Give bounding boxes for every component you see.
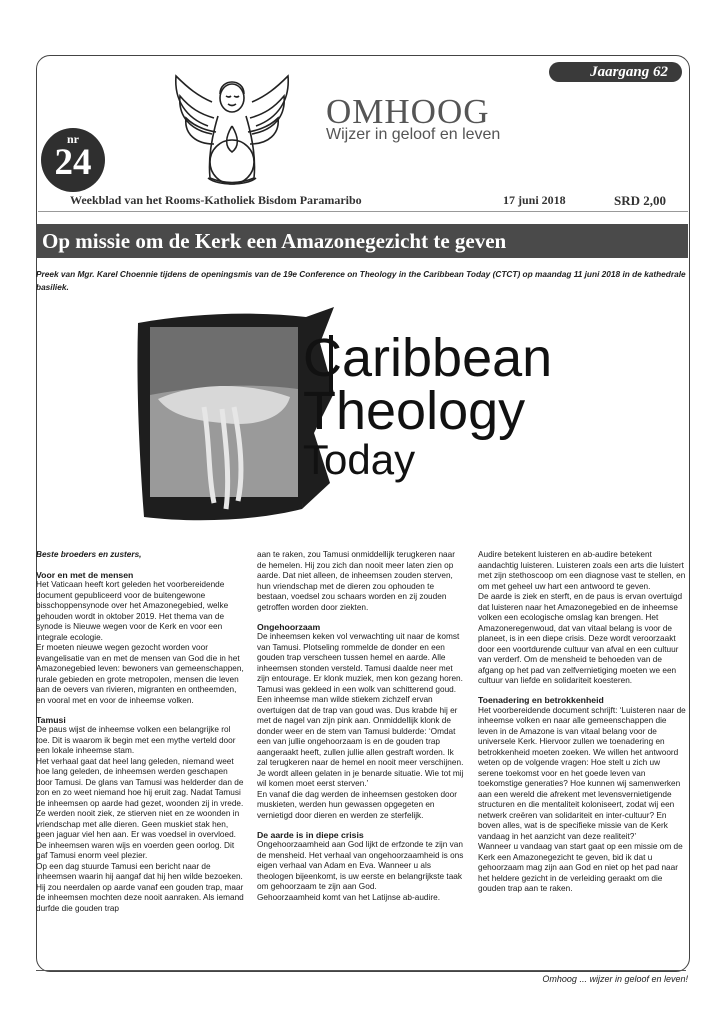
paragraph: De paus wijst de inheemse volken een belangrijke rol toe. Dit is waarom ik begin met een mythe verteld door een lokale inheemse stam. (36, 725, 236, 755)
paragraph: Het Vaticaan heeft kort geleden het voorbereidende document gepubliceerd voor de buitengewone bisschoppensynode over het Amazonegebied, welke gehouden wordt in oktober 2019. Het thema van de synode is Nieuwe wegen voor de Kerk en voor een integrale ecologie. (36, 580, 229, 642)
section-heading: Voor en met de mensen (36, 569, 134, 580)
paragraph: De inheemsen keken vol verwachting uit naar de komst van Tamusi. Plotseling rommelde de donder en een gouden trap verscheen tussen hemel en aarde. Alle inheemsen stonden versteld. Tamusi daalde neer met zijn entourage. Er klonk muziek, men kon gezang horen. Tamusi was gekleed in een wolk van schitterend goud. (257, 632, 463, 694)
paragraph: aan te raken, zou Tamusi onmiddellijk terugkeren naar de hemelen. Hij zou zich dan nooit meer laten zien op aarde. Dat niet alleen, de inheemsen zouden sterven, hun vriendschap met de dieren zou ophouden te bestaan, voedsel zou schaars worden en zij zouden getroffen worden door ziekten. (257, 550, 455, 612)
issue-price: SRD 2,00 (614, 193, 667, 208)
article-intro: Preek van Mgr. Karel Choennie tijdens de openingsmis van de 19e Conference on Theology in the Caribbean Today (CTCT) op maandag 11 juni 2018 in de kathedrale basiliek. (36, 269, 686, 292)
section-heading: Ongehoorzaam (257, 621, 321, 632)
section-heading: De aarde is in diepe crisis (257, 829, 364, 840)
paragraph: Het verhaal gaat dat heel lang geleden, niemand weet hoe lang geleden, de inheemsen werden geschapen door Tamusi. De glans van Tamusi was helderder dan de zon en zo weet niemand hoe hij eruit zag. Nadat Tamusi de inheemsen op aarde had gezet, woonden zij in vrede. Ze werden nooit ziek, ze stierven niet en ze woonden in vriendschap met alle dieren. Geen muskiet stak hen, geen jaguar viel hen aan. Er was voedsel in overvloed. De inheemsen waren wijs en voerden geen oorlog. Dit gaf Tamusi enorm veel plezier. (36, 756, 244, 860)
section-heading: Toenadering en betrokkenheid (478, 695, 604, 705)
newspaper-subtitle: Wijzer in geloof en leven (326, 126, 501, 143)
paragraph: De aarde is ziek en sterft, en de paus is ervan overtuigd dat luisteren naar het Amazonegebied en de inheemse volken een ecologische omslag kan brengen. Het Amazoneregenwoud, dat van vitaal belang is voor de planeet, is in een diepe crisis. Deze wordt veroorzaakt door een voortdurende cultuur van afval en een cultuur van verderf. Om de mensheid te behoeden van de afgang op het pad van zelfvernietiging moeten we een cultuur van liefde en solidariteit koesteren. (478, 592, 683, 685)
paragraph: Audire betekent luisteren en ab-audire betekent aandachtig luisteren. Luisteren zoals een arts die luistert met zijn stethoscoop om een diagnose vast te stellen, en om met geheel uw hart een antwoord te geven. (478, 550, 686, 591)
issue-badge (41, 128, 105, 192)
paragraph: Op een dag stuurde Tamusi een bericht naar de inheemsen waarin hij aangaf dat hij hen wilde bezoeken. Hij zou neerdalen op aarde vanaf een gouden trap, maar de inheemsen mochten deze nooit aanraken. Als iemand durfde die gouden trap (36, 861, 244, 913)
logo-line-theology: Theology (303, 381, 526, 441)
volume-badge: Jaargang 62 (549, 62, 682, 82)
section-heading: Tamusi (36, 714, 66, 725)
angel-logo (168, 66, 296, 188)
logo-line-today: Today (303, 436, 416, 483)
paragraph: Het voorbereidende document schrijft: ‘Luisteren naar de inheemse volken en naar alle gemeenschappen die leven in de Amazone is van vitaal belang voor de universele Kerk. Hiervoor zullen we toenadering en betrokkenheid moeten zoeken. We willen het antwoord weten op de volgende vragen: Hoe stelt u zich uw serene toekomst voor en het goede leven van toekomstige generaties? Hoe kunnen wij samenwerken aan een wereld die afrekent met levensvernietigende structuren en die mentaliteit koloniseert, zodat wij een netwerk creëren van solidariteit en inter-cultuur? En boven alles, wat is de specifieke missie van de Kerk vandaag in het aanzicht van deze realiteit?’ (478, 705, 686, 841)
footer-divider (36, 970, 686, 971)
article-headline: Op missie om de Kerk een Amazonegezicht te geven (36, 224, 688, 258)
newspaper-title: OMHOOG (326, 92, 490, 131)
footer-tagline: Omhoog ... wijzer in geloof en leven! (542, 974, 688, 984)
masthead-divider (38, 211, 688, 212)
article-column-2 (257, 550, 465, 903)
paragraph: Een inheemse man wilde stiekem zichzelf ervan overtuigen dat de trap van goud was. Dus krabde hij er met de nagel van zijn pink aan. Onmiddellijk klonk de donder weer en de stem van Tamusi bulderde: ‘Omdat een van jullie ongehoorzaam is en de gouden trap aangeraakt heeft, zullen jullie allen gestraft worden. Ik zal terugkeren naar de hemel en nooit meer verschijnen. Je wordt alleen gelaten in je benarde situatie. Wie tot mij wil komen moet eerst sterven.’ (257, 695, 464, 788)
article-column-1 (36, 550, 244, 914)
logo-line-caribbean: Caribbean (303, 328, 553, 388)
paragraph: Er moeten nieuwe wegen gezocht worden voor evangelisatie van en met de mensen van God die in het Amazonegebied leven: bewoners van gemeenschappen, rurale gebieden en grote metropolen, mensen die leven aan de oevers van rivieren, migranten en ontheemden, en vooral met en voor de inheemse volken. (36, 643, 244, 705)
issue-label: nr (67, 132, 79, 146)
article-column-3 (478, 550, 686, 895)
issue-date: 17 juni 2018 (503, 193, 566, 207)
paragraph: En vanaf die dag werden de inheemsen gestoken door muskieten, werden hun gewassen opgegeten en vernietigd door dieren en werden ze sterfelijk. (257, 789, 457, 820)
paragraph: Wanneer u vandaag van start gaat op een missie om de Kerk een Amazonegezicht te geven, bid ik dat u gehoorzaam mag zijn aan God en niet op het pad naar het heldere gezicht in de verleiding geraakt om die gouden trap aan te raken. (478, 842, 683, 893)
publisher-line: Weekblad van het Rooms-Katholiek Bisdom Paramaribo (70, 193, 362, 207)
issue-number: 24 (54, 142, 92, 183)
salutation: Beste broeders en zusters, (36, 550, 142, 559)
paragraph: Gehoorzaamheid komt van het Latijnse ab-audire. (257, 892, 440, 902)
paragraph: Ongehoorzaamheid aan God lijkt de erfzonde te zijn van de mensheid. Het verhaal van ongehoorzaamheid is ons eigen verhaal van Adam en Eva. Wanneer u als theologen bijeenkomt, is uw eerste en belangrijkste taak om gehoorzaam te zijn aan God. (257, 840, 464, 891)
